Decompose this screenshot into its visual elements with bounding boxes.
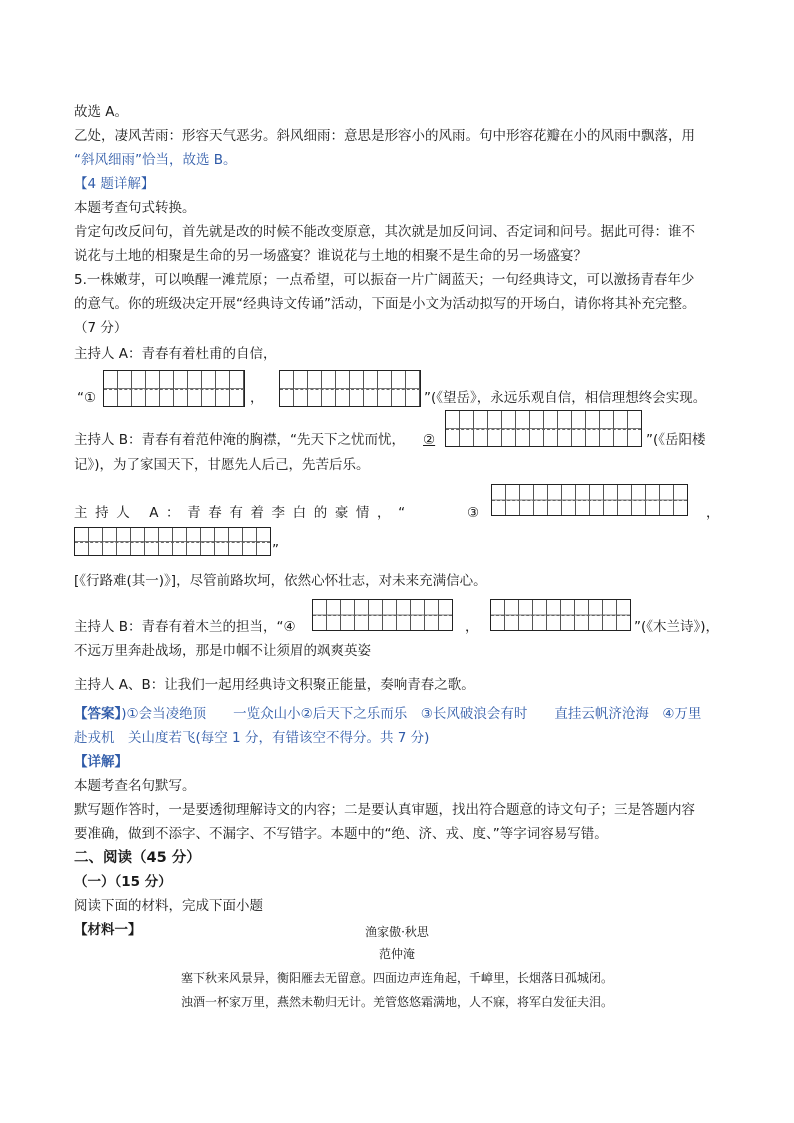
comma: ， bbox=[465, 619, 479, 635]
subsection-title: （一）（15 分） bbox=[74, 874, 172, 890]
section-heading: 【4 题详解】 bbox=[74, 176, 155, 192]
text-line: 不远万里奔赴战场，那是巾帼不让须眉的飒爽英姿 bbox=[74, 643, 371, 659]
text-line: 默写题作答时，一是要透彻理解诗文的内容；二是要认真审题，找出符合题意的诗文句子；三是答题内容 bbox=[74, 802, 695, 818]
detail-label: 【详解】 bbox=[74, 754, 128, 770]
text-line: ”(《木兰诗》)， bbox=[634, 619, 720, 635]
text-line: 本题考查句式转换。 bbox=[74, 200, 196, 216]
question-score: （7 分） bbox=[74, 320, 128, 336]
answer-text: )①会当凌绝顶 一览众山小②后天下之乐而乐 ③长风破浪会有时 直挂云帆济沧海 ④万里 bbox=[121, 706, 702, 722]
poem-title: 渔家傲·秋思 bbox=[365, 925, 429, 939]
answer-grid-2[interactable] bbox=[445, 410, 642, 447]
answer-line bbox=[74, 704, 701, 724]
answer-grid-1a[interactable] bbox=[103, 370, 245, 407]
question-text: 的意气。你的班级决定开展“经典诗文传诵”活动，下面是小文为活动拟写的开场白，请你将其补充完整。 bbox=[74, 296, 696, 312]
text-line: [《行路难(其一)》]，尽管前路坎坷，依然心怀壮志，对未来充满信心。 bbox=[74, 573, 487, 589]
poem-line: 浊酒一杯家万里，燕然未勒归无计。羌管悠悠霜满地，人不寐，将军白发征夫泪。 bbox=[180, 995, 613, 1009]
blank-number: “① bbox=[77, 390, 97, 406]
text-line: 要准确，做到不添字、不漏字、不写错字。本题中的“绝、济、戎、度、”等字词容易写错。 bbox=[74, 826, 608, 842]
text-line: 说花与土地的相聚是生命的另一场盛宴？谁说花与土地的相聚不是生命的另一场盛宴？ bbox=[74, 248, 587, 264]
text-line: 故选 A。 bbox=[74, 104, 129, 120]
poem-line: 塞下秋来风景异，衡阳雁去无留意。四面边声连角起，千嶂里，长烟落日孤城闭。 bbox=[180, 971, 613, 985]
text-line: ”(《望岳》，永远乐观自信，相信理想终会实现。 bbox=[424, 390, 707, 406]
text-line: 肯定句改反问句，首先就是改的时候不能改变原意，其次就是加反问词、否定词和问号。据此可得：谁不 bbox=[74, 224, 695, 240]
instruction-text: 阅读下面的材料，完成下面小题 bbox=[74, 898, 263, 914]
blank-number: ② bbox=[423, 432, 436, 448]
answer-text: 赴戎机 关山度若飞(每空 1 分，有错该空不得分。共 7 分) bbox=[74, 730, 430, 746]
host-b-line: 主持人 B：青春有着木兰的担当，“④ bbox=[74, 619, 296, 635]
poem-author: 范仲淹 bbox=[378, 947, 415, 961]
answer-grid-3a[interactable] bbox=[491, 484, 688, 516]
answer-grid-4b[interactable] bbox=[490, 599, 631, 631]
section-title: 二、阅读（45 分） bbox=[74, 850, 201, 866]
comma: ， bbox=[250, 390, 264, 406]
answer-grid-1b[interactable] bbox=[279, 370, 421, 407]
text-line: “斜风细雨”恰当，故选 B。 bbox=[74, 152, 237, 168]
host-a-line: 主持人 A：青春有着李白的豪情，“ bbox=[74, 505, 413, 521]
blank-number: ③ bbox=[467, 505, 480, 521]
text-line: 本题考查名句默写。 bbox=[74, 778, 196, 794]
host-b-line: 主持人 B：青春有着范仲淹的胸襟，“先天下之忧而忧， bbox=[74, 432, 406, 448]
quote-mark: ” bbox=[272, 542, 279, 558]
text-line: 记》)，为了家国天下，甘愿先人后己，先苦后乐。 bbox=[74, 457, 370, 473]
text-line: ”(《岳阳楼 bbox=[646, 432, 706, 448]
answer-grid-4a[interactable] bbox=[312, 599, 453, 631]
material-label: 【材料一】 bbox=[74, 922, 142, 938]
answer-label: 【答案】 bbox=[74, 706, 122, 722]
text-line: 乙处，凄风苦雨：形容天气恶劣。斜风细雨：意思是形容小的风雨。句中形容花瓣在小的风雨中飘落，用 bbox=[74, 128, 695, 144]
host-a-line: 主持人 A：青春有着杜甫的自信， bbox=[74, 346, 277, 362]
answer-grid-3b[interactable] bbox=[74, 527, 271, 556]
host-ab-line: 主持人 A、B：让我们一起用经典诗文积聚正能量，奏响青春之歌。 bbox=[74, 677, 475, 693]
question-text: 5.一株嫩芽，可以唤醒一滩荒原；一点希望，可以振奋一片广阔蓝天；一句经典诗文，可以激扬青春年少 bbox=[74, 272, 695, 288]
comma: ， bbox=[706, 505, 720, 521]
